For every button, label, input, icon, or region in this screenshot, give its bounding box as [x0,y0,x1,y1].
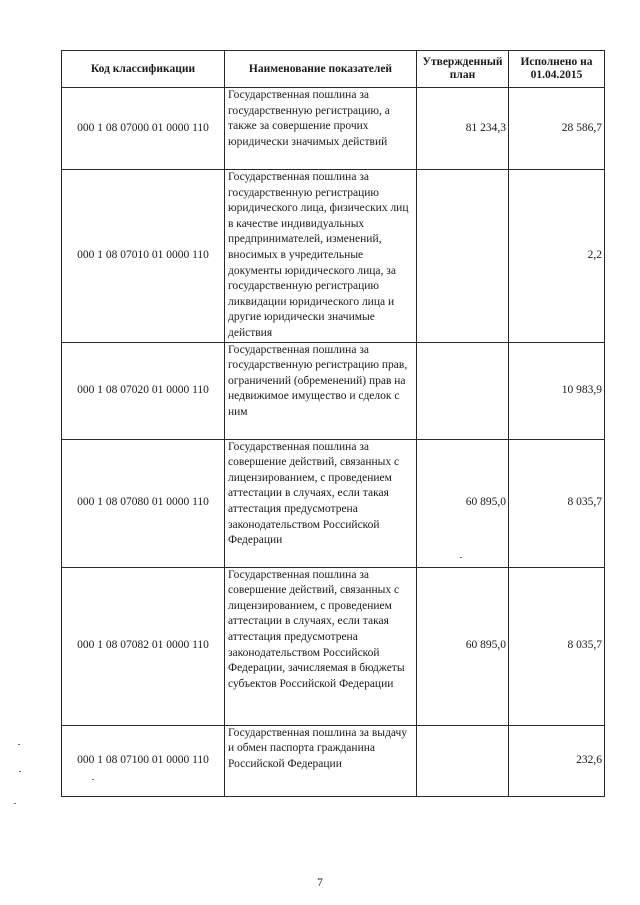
table-row [62,439,605,567]
cell-executed: 10 983,9 [509,342,605,439]
cell-name: Государственная пошлина за совершение действий, связанных с лицензированием, с проведением аттестации в случаях, если такая аттестация предусмотрена законодательством Российской Федерации, зачисляемая в бюджеты субъектов Российской Федерации [225,567,417,725]
scan-speck [19,771,21,772]
cell-plan [417,170,509,343]
cell-name: Государственная пошлина за государственную регистрацию, а также за совершение прочих юридически значимых действий [225,88,417,170]
cell-executed: 2,2 [509,170,605,343]
cell-code: 000 1 08 07100 01 0000 110 [62,725,225,796]
header-executed: Исполнено на 01.04.2015 [509,51,605,88]
cell-plan: 81 234,3 [417,88,509,170]
page-number: 7 [317,877,323,889]
revenue-table [61,50,605,797]
table-header-row [62,51,605,88]
table-row [62,170,605,343]
cell-code: 000 1 08 07000 01 0000 110 [62,88,225,170]
table-row [62,88,605,170]
scan-speck [14,803,16,804]
scan-speck [460,557,462,558]
cell-code: 000 1 08 07020 01 0000 110 [62,342,225,439]
scan-speck [92,779,94,780]
cell-executed: 8 035,7 [509,567,605,725]
cell-code: 000 1 08 07082 01 0000 110 [62,567,225,725]
cell-code: 000 1 08 07010 01 0000 110 [62,170,225,343]
header-classification-code: Код классификации [62,51,225,88]
scan-speck [18,744,20,745]
cell-name: Государственная пошлина за государственную регистрацию прав, ограничений (обременений) прав на недвижимое имущество и сделок с ним [225,342,417,439]
table-row [62,725,605,796]
cell-executed: 8 035,7 [509,439,605,567]
header-approved-plan: Утвержденный план [417,51,509,88]
table-row [62,342,605,439]
cell-plan: 60 895,0 [417,439,509,567]
cell-name: Государственная пошлина за выдачу и обмен паспорта гражданина Российской Федерации [225,725,417,796]
cell-name: Государственная пошлина за государственную регистрацию юридического лица, физических лиц в качестве индивидуальных предпринимателей, изменений, вносимых в учредительные документы юридического лица, за государственную регистрацию ликвидации юридического лица и другие юридически значимые действия [225,170,417,343]
header-indicator-name: Наименование показателей [225,51,417,88]
cell-code: 000 1 08 07080 01 0000 110 [62,439,225,567]
cell-executed: 28 586,7 [509,88,605,170]
cell-executed: 232,6 [509,725,605,796]
cell-plan: 60 895,0 [417,567,509,725]
cell-plan [417,725,509,796]
table-row [62,567,605,725]
cell-name: Государственная пошлина за совершение действий, связанных с лицензированием, с проведением аттестации в случаях, если такая аттестация предусмотрена законодательством Российской Федерации [225,439,417,567]
cell-plan [417,342,509,439]
